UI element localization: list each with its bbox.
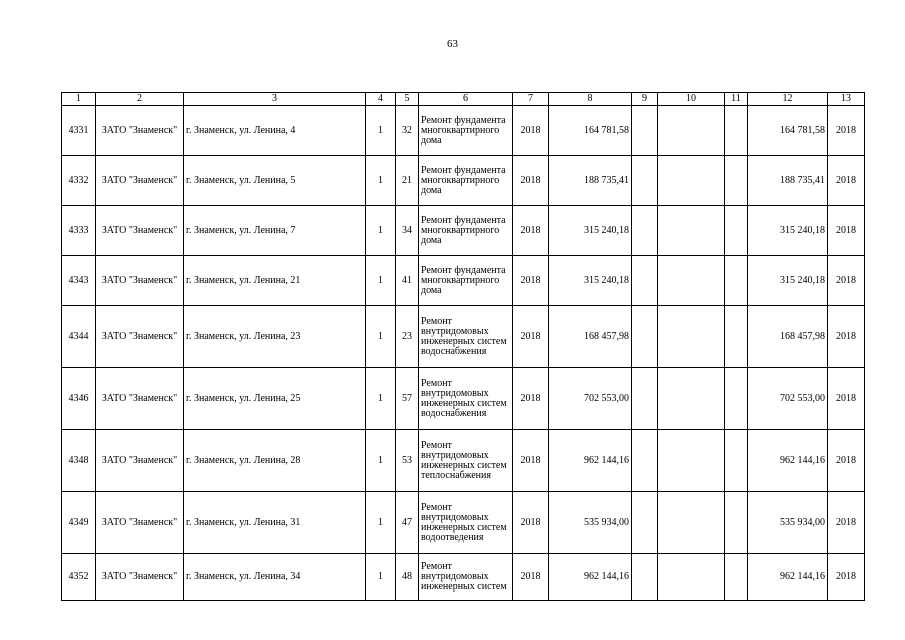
col9-cell bbox=[632, 554, 658, 601]
year-cell: 2018 bbox=[513, 256, 549, 306]
table-row bbox=[62, 256, 865, 306]
address-cell: г. Знаменск, ул. Ленина, 7 bbox=[184, 206, 366, 256]
work-type-cell: Ремонт внутридомовых инженерных систем bbox=[419, 554, 513, 601]
address-cell: г. Знаменск, ул. Ленина, 34 bbox=[184, 554, 366, 601]
col11-cell bbox=[725, 156, 748, 206]
municipality-cell: ЗАТО "Знаменск" bbox=[96, 206, 184, 256]
col4-cell: 1 bbox=[366, 306, 396, 368]
col9-cell bbox=[632, 156, 658, 206]
total-cell: 315 240,18 bbox=[748, 206, 828, 256]
col10-cell bbox=[658, 368, 725, 430]
col4-cell: 1 bbox=[366, 368, 396, 430]
year-cell: 2018 bbox=[513, 106, 549, 156]
cost-cell: 702 553,00 bbox=[549, 368, 632, 430]
municipality-cell: ЗАТО "Знаменск" bbox=[96, 256, 184, 306]
table-row bbox=[62, 306, 865, 368]
col11-cell bbox=[725, 206, 748, 256]
completion-year-cell: 2018 bbox=[828, 306, 865, 368]
completion-year-cell: 2018 bbox=[828, 206, 865, 256]
col11-cell bbox=[725, 256, 748, 306]
capital-repair-table bbox=[61, 92, 865, 601]
col5-cell: 47 bbox=[396, 492, 419, 554]
header-cell: 10 bbox=[658, 93, 725, 106]
col9-cell bbox=[632, 256, 658, 306]
row-id-cell: 4344 bbox=[62, 306, 96, 368]
col10-cell bbox=[658, 106, 725, 156]
col4-cell: 1 bbox=[366, 106, 396, 156]
cost-cell: 188 735,41 bbox=[549, 156, 632, 206]
header-cell: 1 bbox=[62, 93, 96, 106]
cost-cell: 962 144,16 bbox=[549, 430, 632, 492]
table-row bbox=[62, 554, 865, 601]
col5-cell: 48 bbox=[396, 554, 419, 601]
col4-cell: 1 bbox=[366, 430, 396, 492]
cost-cell: 168 457,98 bbox=[549, 306, 632, 368]
work-type-cell: Ремонт фундамента многоквартирного дома bbox=[419, 206, 513, 256]
table-row bbox=[62, 368, 865, 430]
header-cell: 2 bbox=[96, 93, 184, 106]
col5-cell: 34 bbox=[396, 206, 419, 256]
address-cell: г. Знаменск, ул. Ленина, 31 bbox=[184, 492, 366, 554]
address-cell: г. Знаменск, ул. Ленина, 21 bbox=[184, 256, 366, 306]
address-cell: г. Знаменск, ул. Ленина, 28 bbox=[184, 430, 366, 492]
table-row bbox=[62, 106, 865, 156]
col9-cell bbox=[632, 430, 658, 492]
row-id-cell: 4331 bbox=[62, 106, 96, 156]
year-cell: 2018 bbox=[513, 554, 549, 601]
year-cell: 2018 bbox=[513, 306, 549, 368]
completion-year-cell: 2018 bbox=[828, 156, 865, 206]
col9-cell bbox=[632, 492, 658, 554]
row-id-cell: 4346 bbox=[62, 368, 96, 430]
col5-cell: 21 bbox=[396, 156, 419, 206]
cost-cell: 315 240,18 bbox=[549, 256, 632, 306]
table-row bbox=[62, 206, 865, 256]
completion-year-cell: 2018 bbox=[828, 368, 865, 430]
cost-cell: 315 240,18 bbox=[549, 206, 632, 256]
col4-cell: 1 bbox=[366, 206, 396, 256]
row-id-cell: 4352 bbox=[62, 554, 96, 601]
table-body bbox=[62, 93, 865, 601]
col9-cell bbox=[632, 106, 658, 156]
municipality-cell: ЗАТО "Знаменск" bbox=[96, 306, 184, 368]
municipality-cell: ЗАТО "Знаменск" bbox=[96, 106, 184, 156]
work-type-cell: Ремонт фундамента многоквартирного дома bbox=[419, 106, 513, 156]
year-cell: 2018 bbox=[513, 430, 549, 492]
col11-cell bbox=[725, 554, 748, 601]
completion-year-cell: 2018 bbox=[828, 554, 865, 601]
total-cell: 188 735,41 bbox=[748, 156, 828, 206]
header-cell: 8 bbox=[549, 93, 632, 106]
col4-cell: 1 bbox=[366, 554, 396, 601]
year-cell: 2018 bbox=[513, 368, 549, 430]
completion-year-cell: 2018 bbox=[828, 492, 865, 554]
completion-year-cell: 2018 bbox=[828, 256, 865, 306]
col5-cell: 41 bbox=[396, 256, 419, 306]
total-cell: 962 144,16 bbox=[748, 554, 828, 601]
year-cell: 2018 bbox=[513, 206, 549, 256]
table-row bbox=[62, 492, 865, 554]
col10-cell bbox=[658, 554, 725, 601]
col10-cell bbox=[658, 430, 725, 492]
address-cell: г. Знаменск, ул. Ленина, 25 bbox=[184, 368, 366, 430]
work-type-cell: Ремонт внутридомовых инженерных систем теплоснабжения bbox=[419, 430, 513, 492]
col10-cell bbox=[658, 306, 725, 368]
col4-cell: 1 bbox=[366, 156, 396, 206]
header-cell: 4 bbox=[366, 93, 396, 106]
col5-cell: 23 bbox=[396, 306, 419, 368]
col9-cell bbox=[632, 306, 658, 368]
col11-cell bbox=[725, 368, 748, 430]
col11-cell bbox=[725, 106, 748, 156]
work-type-cell: Ремонт внутридомовых инженерных систем водоснабжения bbox=[419, 368, 513, 430]
municipality-cell: ЗАТО "Знаменск" bbox=[96, 554, 184, 601]
header-row bbox=[62, 93, 865, 106]
page-number: 63 bbox=[447, 38, 458, 50]
header-cell: 9 bbox=[632, 93, 658, 106]
municipality-cell: ЗАТО "Знаменск" bbox=[96, 492, 184, 554]
col10-cell bbox=[658, 156, 725, 206]
col5-cell: 57 bbox=[396, 368, 419, 430]
col9-cell bbox=[632, 368, 658, 430]
row-id-cell: 4349 bbox=[62, 492, 96, 554]
header-cell: 13 bbox=[828, 93, 865, 106]
address-cell: г. Знаменск, ул. Ленина, 4 bbox=[184, 106, 366, 156]
year-cell: 2018 bbox=[513, 492, 549, 554]
row-id-cell: 4343 bbox=[62, 256, 96, 306]
address-cell: г. Знаменск, ул. Ленина, 5 bbox=[184, 156, 366, 206]
municipality-cell: ЗАТО "Знаменск" bbox=[96, 156, 184, 206]
work-type-cell: Ремонт внутридомовых инженерных систем водоснабжения bbox=[419, 306, 513, 368]
col11-cell bbox=[725, 430, 748, 492]
col11-cell bbox=[725, 306, 748, 368]
address-cell: г. Знаменск, ул. Ленина, 23 bbox=[184, 306, 366, 368]
table-row bbox=[62, 430, 865, 492]
total-cell: 535 934,00 bbox=[748, 492, 828, 554]
header-cell: 3 bbox=[184, 93, 366, 106]
total-cell: 702 553,00 bbox=[748, 368, 828, 430]
cost-cell: 535 934,00 bbox=[549, 492, 632, 554]
cost-cell: 962 144,16 bbox=[549, 554, 632, 601]
row-id-cell: 4332 bbox=[62, 156, 96, 206]
total-cell: 315 240,18 bbox=[748, 256, 828, 306]
work-type-cell: Ремонт фундамента многоквартирного дома bbox=[419, 256, 513, 306]
completion-year-cell: 2018 bbox=[828, 430, 865, 492]
header-cell: 5 bbox=[396, 93, 419, 106]
col11-cell bbox=[725, 492, 748, 554]
table-row bbox=[62, 156, 865, 206]
col4-cell: 1 bbox=[366, 256, 396, 306]
total-cell: 164 781,58 bbox=[748, 106, 828, 156]
total-cell: 962 144,16 bbox=[748, 430, 828, 492]
total-cell: 168 457,98 bbox=[748, 306, 828, 368]
header-cell: 7 bbox=[513, 93, 549, 106]
col10-cell bbox=[658, 256, 725, 306]
year-cell: 2018 bbox=[513, 156, 549, 206]
municipality-cell: ЗАТО "Знаменск" bbox=[96, 368, 184, 430]
header-cell: 6 bbox=[419, 93, 513, 106]
col10-cell bbox=[658, 492, 725, 554]
completion-year-cell: 2018 bbox=[828, 106, 865, 156]
work-type-cell: Ремонт фундамента многоквартирного дома bbox=[419, 156, 513, 206]
cost-cell: 164 781,58 bbox=[549, 106, 632, 156]
row-id-cell: 4333 bbox=[62, 206, 96, 256]
header-cell: 11 bbox=[725, 93, 748, 106]
row-id-cell: 4348 bbox=[62, 430, 96, 492]
col5-cell: 32 bbox=[396, 106, 419, 156]
col4-cell: 1 bbox=[366, 492, 396, 554]
header-cell: 12 bbox=[748, 93, 828, 106]
work-type-cell: Ремонт внутридомовых инженерных систем водоотведения bbox=[419, 492, 513, 554]
col10-cell bbox=[658, 206, 725, 256]
municipality-cell: ЗАТО "Знаменск" bbox=[96, 430, 184, 492]
col5-cell: 53 bbox=[396, 430, 419, 492]
col9-cell bbox=[632, 206, 658, 256]
